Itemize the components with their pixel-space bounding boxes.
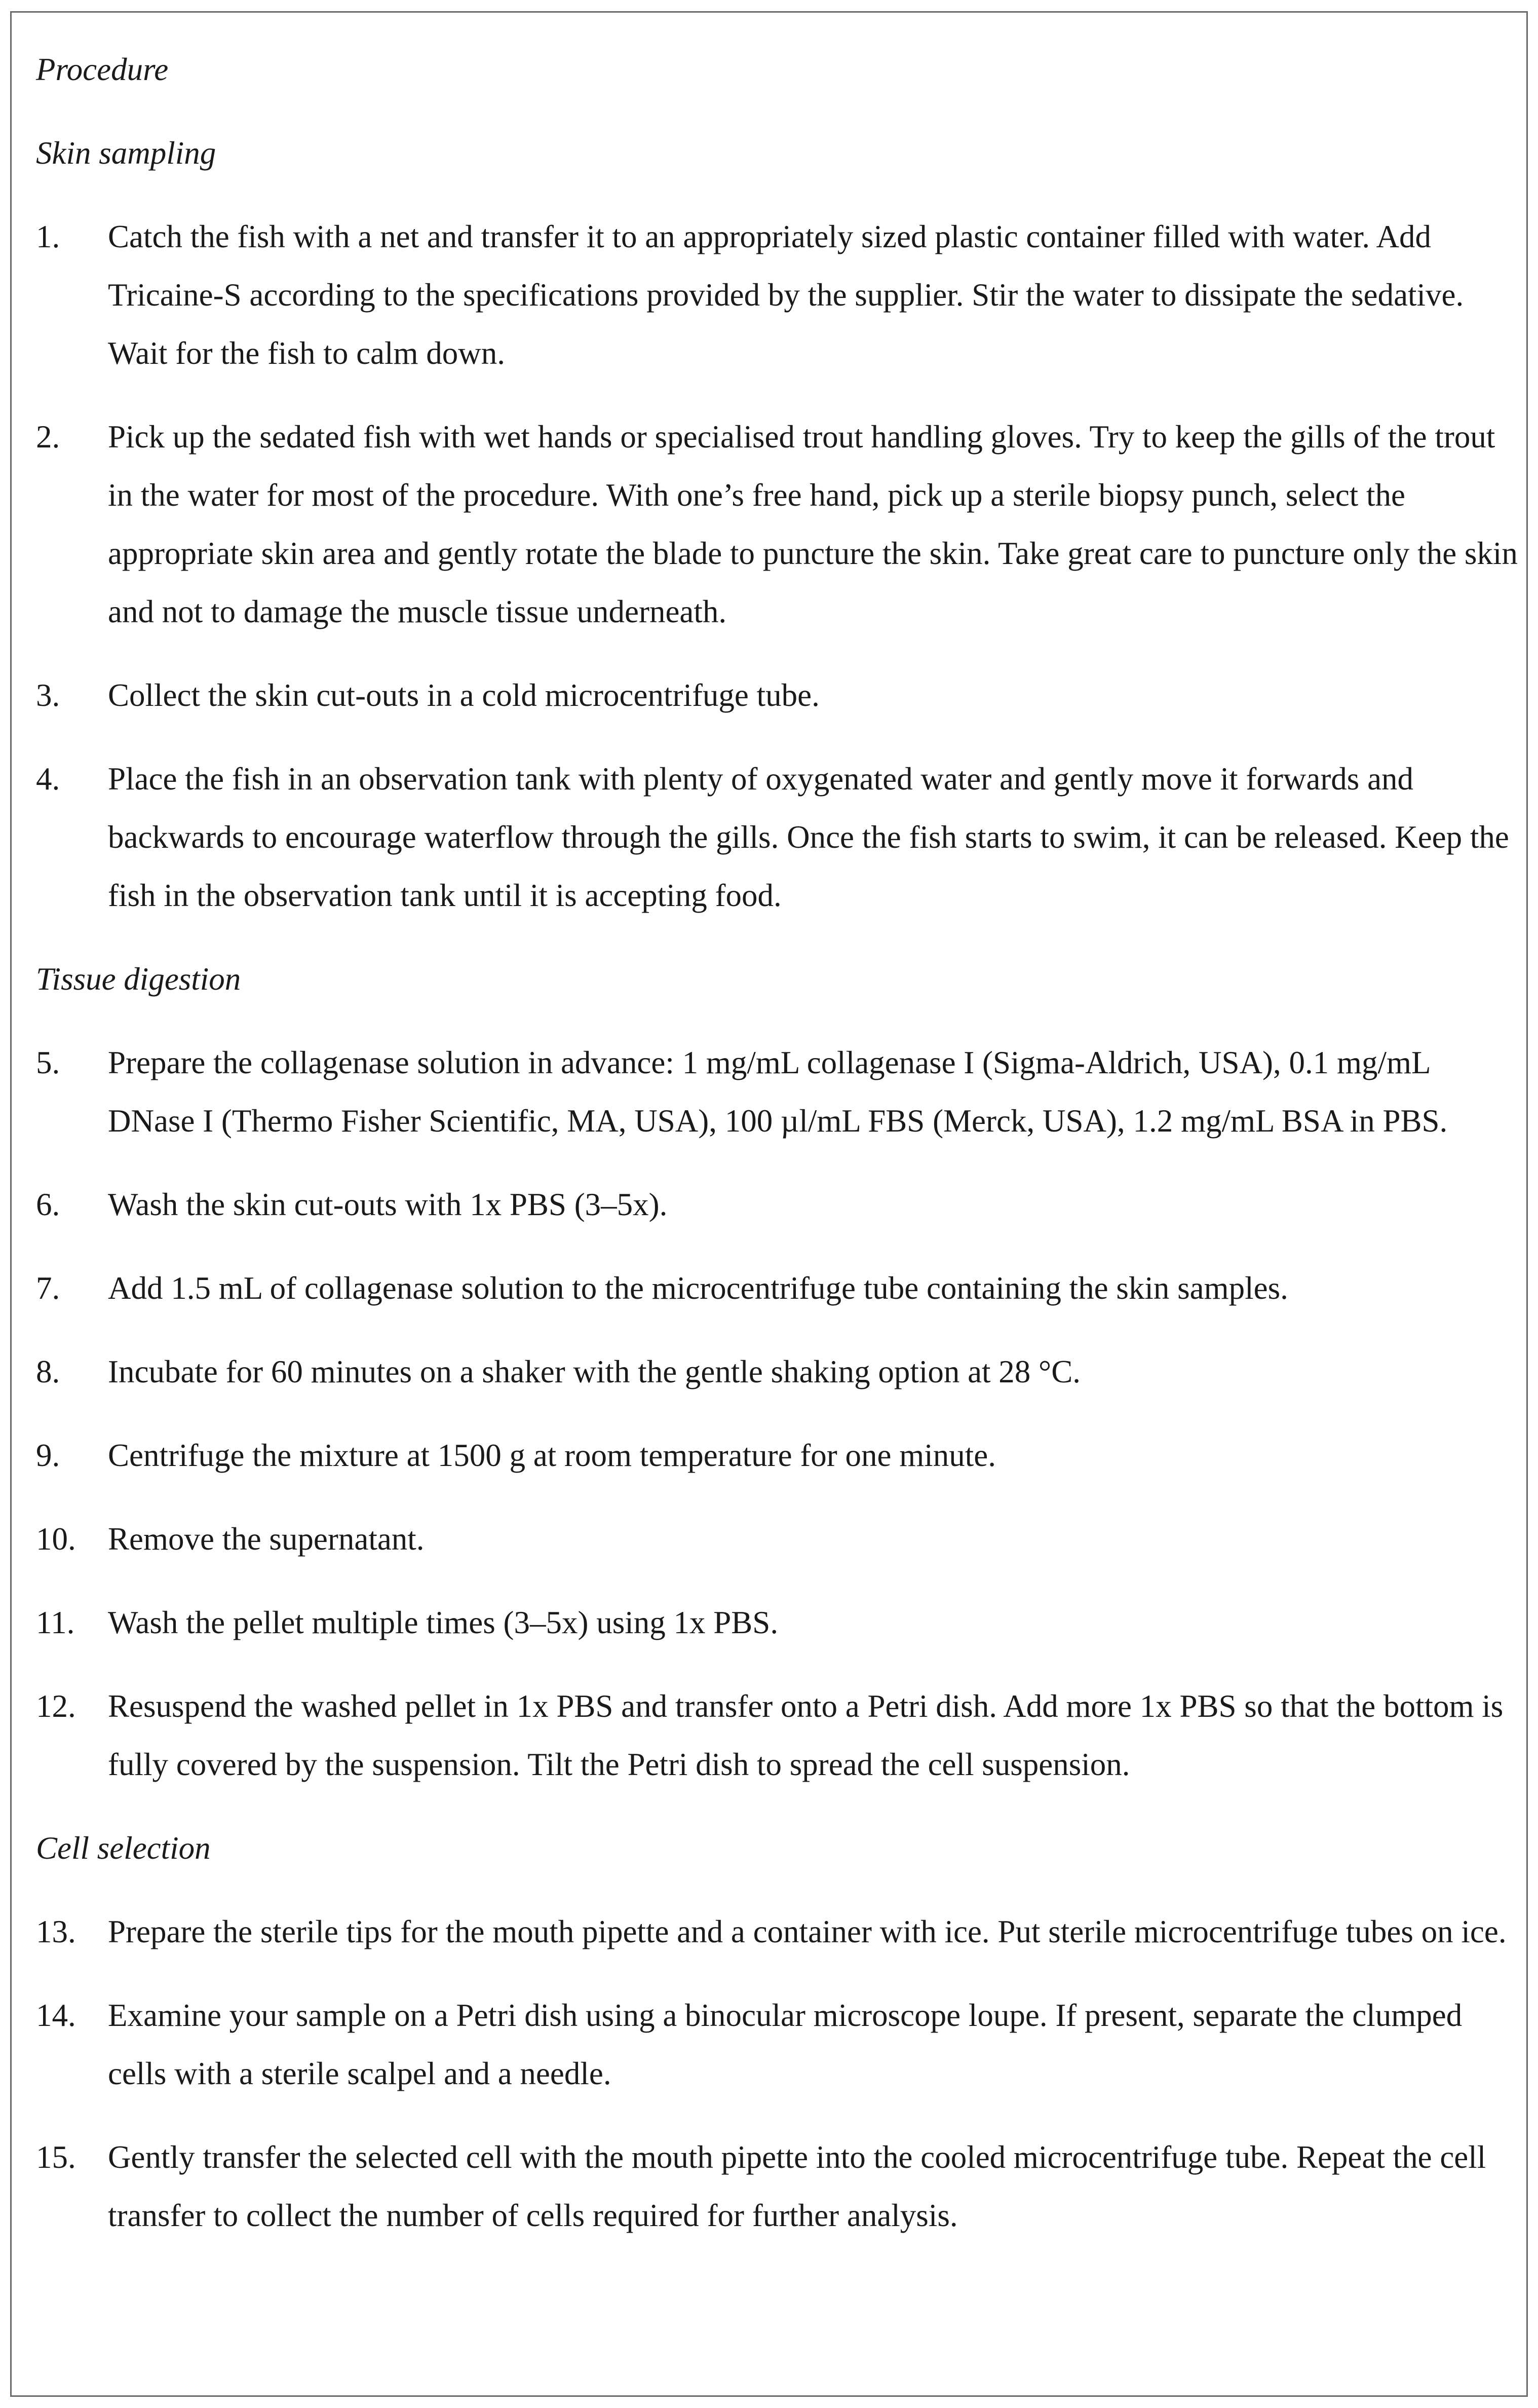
step-13 <box>36 1903 1520 1961</box>
step-number: 7. <box>36 1270 60 1306</box>
step-9 <box>36 1426 1520 1485</box>
step-15 <box>36 2128 1520 2245</box>
document-frame <box>10 11 1528 2397</box>
step-3 <box>36 666 1520 725</box>
section-heading-cell-selection: Cell selection <box>36 1830 211 1866</box>
step-number: 6. <box>36 1187 60 1222</box>
step-text: Pick up the sedated fish with wet hands or specialised trout handling gloves. Try to keep the gills of the trout in the water for most of the procedure. With one’s free hand, pick up a sterile biopsy punch, select the appropriate skin area and gently rotate the blade to puncture the skin. Take great care to puncture only the skin and not to damage the muscle tissue underneath. <box>108 419 1518 629</box>
step-8 <box>36 1343 1520 1401</box>
step-text: Wash the skin cut-outs with 1x PBS (3–5x). <box>108 1187 668 1222</box>
step-4 <box>36 750 1520 925</box>
step-number: 15. <box>36 2139 76 2175</box>
step-text: Collect the skin cut-outs in a cold microcentrifuge tube. <box>108 678 820 713</box>
step-6 <box>36 1176 1520 1234</box>
step-number: 1. <box>36 219 60 254</box>
step-text: Prepare the collagenase solution in advance: 1 mg/mL collagenase I (Sigma-Aldrich, USA), 0.1 mg/mL DNase I (Thermo Fisher Scientific, MA, USA), 100 µl/mL FBS (Merck, USA), 1.2 mg/mL BSA in PBS. <box>108 1045 1448 1139</box>
step-12 <box>36 1677 1520 1794</box>
step-number: 13. <box>36 1914 76 1949</box>
step-number: 8. <box>36 1354 60 1389</box>
step-number: 2. <box>36 419 60 455</box>
step-text: Centrifuge the mixture at 1500 g at room temperature for one minute. <box>108 1438 996 1473</box>
step-text: Add 1.5 mL of collagenase solution to the microcentrifuge tube containing the skin samples. <box>108 1270 1288 1306</box>
step-text: Gently transfer the selected cell with the mouth pipette into the cooled microcentrifuge tube. Repeat the cell transfer to collect the number of cells required for further analysis. <box>108 2139 1486 2233</box>
step-number: 11. <box>36 1605 75 1640</box>
step-number: 10. <box>36 1521 76 1557</box>
section-heading-skin-sampling: Skin sampling <box>36 135 216 171</box>
step-text: Prepare the sterile tips for the mouth pipette and a container with ice. Put sterile microcentrifuge tubes on ice. <box>108 1914 1507 1949</box>
step-number: 14. <box>36 1998 76 2033</box>
step-number: 4. <box>36 761 60 797</box>
step-2 <box>36 408 1520 641</box>
step-11 <box>36 1594 1520 1652</box>
procedure-body <box>36 41 1520 2245</box>
step-5 <box>36 1034 1520 1150</box>
step-text: Place the fish in an observation tank with plenty of oxygenated water and gently move it forwards and backwards to encourage waterflow through the gills. Once the fish starts to swim, it can be released. Keep the fish in the observation tank until it is accepting food. <box>108 761 1509 913</box>
step-text: Remove the supernatant. <box>108 1521 425 1557</box>
step-number: 5. <box>36 1045 60 1080</box>
section-heading-tissue-digestion: Tissue digestion <box>36 961 241 997</box>
step-text: Resuspend the washed pellet in 1x PBS and transfer onto a Petri dish. Add more 1x PBS so that the bottom is fully covered by the suspension. Tilt the Petri dish to spread the cell suspension. <box>108 1688 1504 1782</box>
step-7 <box>36 1259 1520 1318</box>
procedure-heading: Procedure <box>36 52 169 87</box>
step-text: Catch the fish with a net and transfer it to an appropriately sized plastic container filled with water. Add Tricaine-S according to the specifications provided by the supplier. Stir the water to dissipate the sedative. Wait for the fish to calm down. <box>108 219 1464 371</box>
step-number: 3. <box>36 678 60 713</box>
step-text: Incubate for 60 minutes on a shaker with the gentle shaking option at 28 °C. <box>108 1354 1081 1389</box>
step-1 <box>36 208 1520 383</box>
step-number: 9. <box>36 1438 60 1473</box>
step-10 <box>36 1510 1520 1568</box>
step-number: 12. <box>36 1688 76 1724</box>
step-14 <box>36 1986 1520 2103</box>
step-text: Wash the pellet multiple times (3–5x) using 1x PBS. <box>108 1605 779 1640</box>
step-text: Examine your sample on a Petri dish using a binocular microscope loupe. If present, separate the clumped cells with a sterile scalpel and a needle. <box>108 1998 1463 2091</box>
